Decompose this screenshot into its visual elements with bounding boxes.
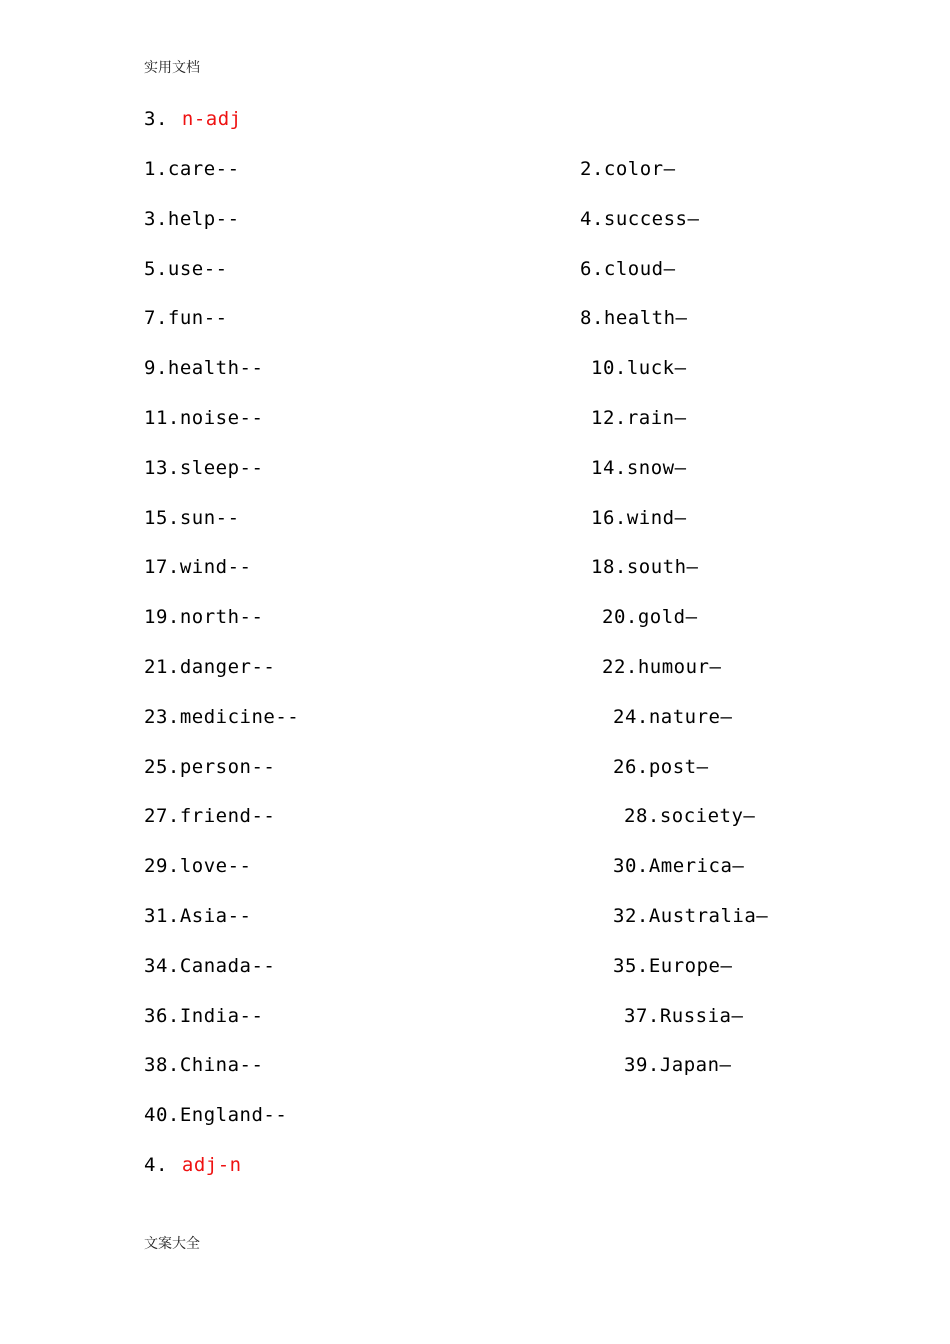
exercise-item-right: 28.society— (624, 805, 756, 828)
section-title: adj-n (181, 1154, 242, 1176)
exercise-row (0, 756, 950, 786)
section-heading (144, 1154, 242, 1176)
page-footer: 文案大全 (144, 1236, 200, 1252)
exercise-row (0, 955, 950, 985)
page-header: 实用文档 (144, 60, 200, 76)
exercise-item-right: 4.success— (580, 207, 700, 230)
exercise-row (0, 606, 950, 636)
exercise-row (0, 1005, 950, 1035)
exercise-item-right: 39.Japan— (624, 1054, 732, 1077)
exercise-item-left: 17.wind-- (144, 556, 252, 579)
exercise-row (0, 556, 950, 586)
exercise-row (0, 1054, 950, 1084)
exercise-item-right: 8.health— (580, 307, 688, 330)
exercise-row (0, 656, 950, 686)
exercise-row (0, 407, 950, 437)
exercise-item-right: 32.Australia— (613, 905, 769, 927)
exercise-item-left: 29.love-- (144, 855, 252, 878)
exercise-row (0, 855, 950, 885)
exercise-row (0, 507, 950, 537)
exercise-item-left: 5.use-- (144, 257, 228, 280)
exercise-item-left: 13.sleep-- (144, 456, 264, 479)
exercise-item-right: 16.wind— (591, 506, 687, 529)
exercise-item-left: 23.medicine-- (144, 705, 300, 728)
exercise-item-right: 37.Russia— (624, 1004, 744, 1027)
exercise-item-left: 7.fun-- (144, 307, 228, 330)
exercise-item-left: 27.friend-- (144, 805, 276, 828)
exercise-item-left: 15.sun-- (144, 506, 240, 529)
exercise-item-right: 12.rain— (591, 407, 687, 429)
exercise-item-right: 24.nature— (613, 705, 733, 728)
exercise-row (0, 457, 950, 487)
section-title: n-adj (181, 108, 242, 130)
exercise-item-left: 25.person-- (144, 755, 276, 778)
exercise-item-right: 35.Europe— (613, 954, 733, 977)
exercise-item-right: 6.cloud— (580, 257, 676, 280)
exercise-row (0, 905, 950, 935)
section-heading (144, 108, 242, 130)
exercise-item-right: 10.luck— (591, 357, 687, 380)
exercise-item-left: 21.danger-- (144, 656, 276, 678)
exercise-item-left: 19.north-- (144, 606, 264, 629)
exercise-row (0, 706, 950, 736)
exercise-row (0, 805, 950, 835)
exercise-row (0, 258, 950, 288)
exercise-item-right: 18.south— (591, 556, 699, 579)
exercise-item-right: 22.humour— (602, 656, 722, 678)
exercise-item-left: 34.Canada-- (144, 954, 276, 977)
exercise-item-left: 31.Asia-- (144, 905, 252, 927)
exercise-item-left: 36.India-- (144, 1004, 264, 1027)
section-number: 3. (144, 108, 168, 130)
exercise-item-left: 1.care-- (144, 158, 240, 180)
exercise-item-right: 2.color— (580, 158, 676, 180)
exercise-item-right: 30.America— (613, 855, 745, 878)
exercise-row (0, 1104, 950, 1134)
exercise-item-right: 20.gold— (602, 606, 698, 629)
exercise-row (0, 307, 950, 337)
exercise-item-left: 3.help-- (144, 207, 240, 230)
section-number: 4. (144, 1154, 168, 1176)
exercise-item-left: 11.noise-- (144, 407, 264, 429)
exercise-item-left: 40.England-- (144, 1104, 288, 1127)
exercise-item-right: 14.snow— (591, 456, 687, 479)
exercise-item-left: 38.China-- (144, 1054, 264, 1077)
exercise-item-right: 26.post— (613, 755, 709, 778)
exercise-row (0, 357, 950, 387)
exercise-row (0, 158, 950, 188)
exercise-row (0, 208, 950, 238)
exercise-item-left: 9.health-- (144, 357, 264, 380)
